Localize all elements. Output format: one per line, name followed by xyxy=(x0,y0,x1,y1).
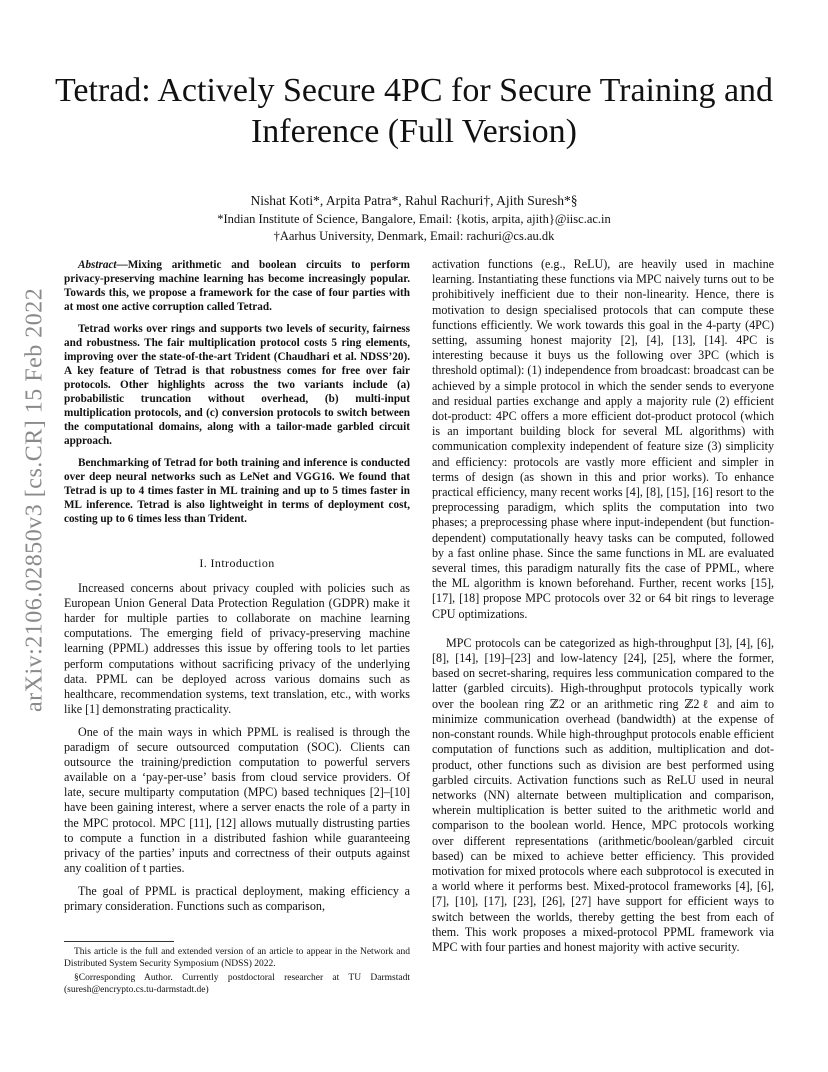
intro-paragraph-1: Increased concerns about privacy coupled with policies such as European Union General Data Protection Regulation (GDPR) make it harder for multiple parties to collaborate on machine learning computations. The emerging field of privacy-preserving machine learning (PPML) addresses this issue by offering tools to let parties perform computations without sacrificing privacy of the underlying data. PPML can be deployed across various domains such as healthcare, recommendation systems, text translation, etc., with works like [1] demonstrating practicality. xyxy=(64,581,410,716)
footnotes xyxy=(64,946,410,998)
footnote-divider xyxy=(64,941,174,942)
abstract-paragraph-3: Benchmarking of Tetrad for both training and inference is conducted over deep neural networks such as LeNet and VGG16. We found that Tetrad is up to 4 times faster in ML training and up to 5 times faster in ML inference. Tetrad is also lightweight in terms of deployment cost, costing up to 6 times less than Trident. xyxy=(64,457,410,525)
abstract xyxy=(64,258,410,526)
footnote-corresponding-author: §Corresponding Author. Currently postdoctoral researcher at TU Darmstadt (suresh@encrypto.cs.tu-darmstadt.de) xyxy=(64,973,410,995)
intro-paragraph-5: MPC protocols can be categorized as high-throughput [3], [4], [6], [8], [14], [19]–[23] and low-latency [24], [25], where the former, based on secret-sharing, requires less communication compared to the latter (garbled circuits). High-throughput protocols typically work over the boolean ring ℤ2 or an arithmetic ring ℤ2ℓ and aim to minimize communication overhead (bandwidth) at the expense of non-constant rounds. While high-throughput protocols enable efficient computation of functions such as addition, multiplication and dot-product, other functions such as division are best performed using garbled circuits. Activation functions such as ReLU used in neural networks (NN) alternate between multiplication and comparison, wherein multiplication is better suited to the arithmetic world and comparison to the boolean world. Hence, MPC protocols working over different representations (arithmetic/boolean/garbled circuit based) can be mixed to achieve better efficiency. This provided motivation for mixed protocols where each subprotocol is executed in a world where it performs best. Mixed-protocol frameworks [4], [6], [7], [10], [17], [23], [26], [27] have support for efficient ways to switch between the worlds, thereby getting the best from each of them. This work proposes a mixed-protocol PPML framework via MPC with four parties and honest majority with active security. xyxy=(432,635,774,954)
intro-paragraph-2: One of the main ways in which PPML is realised is through the paradigm of secure outsourced computation (SOC). Clients can outsource the training/prediction computation to powerful servers available on a ‘pay-per-use’ basis from cloud service providers. Of late, secure multiparty computation (MPC) based techniques [2]–[10] have been gaining interest, where a server enacts the role of a party in the MPC protocol. MPC [11], [12] allows mutually distrusting parties to compute a function in a distributed fashion while guaranteeing privacy of the parties’ inputs and correctness of their outputs against any coalition of t parties. xyxy=(64,724,410,875)
author-list: Nishat Koti*, Arpita Patra*, Rahul Rachuri†, Ajith Suresh*§ xyxy=(250,193,578,208)
left-column xyxy=(64,258,410,922)
intro-paragraph-3: The goal of PPML is practical deployment, making efficiency a primary consideration. Functions such as comparison, xyxy=(64,883,410,913)
affiliation-iisc: *Indian Institute of Science, Bangalore, Email: {kotis, arpita, ajith}@iisc.ac.in xyxy=(217,212,611,226)
right-column xyxy=(432,257,774,963)
abstract-paragraph-1: —Mixing arithmetic and boolean circuits to perform privacy-preserving machine learning has become increasingly popular. Towards this, we propose a framework for the case of four parties with at most one active corruption called Tetrad. xyxy=(64,259,410,313)
intro-paragraph-4: activation functions (e.g., ReLU), are heavily used in machine learning. Instantiating these functions via MPC naively turns out to be prohibitively inefficient due to their non-linearity. Hence, there is motivation to design specialised protocols that can compute these functions efficiently. We work towards this goal in the 4-party (4PC) setting, assuming honest majority [2], [4], [13], [14]. 4PC is interesting because it buys us the following over 3PC (which is threshold optimal): (1) independence from broadcast: broadcast can be achieved by a simple protocol in which the sender sends to everyone and residual parties exchange and apply a majority rule (2) efficient dot-product: 4PC offers a more efficient dot-product protocol (which is an important building block for several ML algorithms) with communication complexity independent of feature size (3) simplicity and efficiency: protocols are vastly more efficient and simpler in terms of design (as shown in this and prior works). To enhance practical efficiency, many recent works [4], [8], [15], [16] resort to the preprocessing paradigm, which splits the computation into two phases; a preprocessing phase where input-independent (but function-dependent) computationally heavy tasks can be computed, followed by a fast online phase. Since the same functions in ML are evaluated several times, this paradigm naturally fits the case of PPML, where the ML algorithm is known beforehand. Further, recent works [15], [17], [18] propose MPC protocols over 32 or 64 bit rings to leverage CPU optimizations. xyxy=(432,257,774,621)
abstract-paragraph-2: Tetrad works over rings and supports two levels of security, fairness and robustness. The fair multiplication protocol costs 5 ring elements, improving over the state-of-the-art Trident (Chaudhari et al. NDSS’20). A key feature of Tetrad is that robustness comes for free over fair protocols. Other highlights across the two variants include (a) probabilistic truncation without overhead, (b) multi-input multiplication protocols, and (c) conversion protocols to switch between the computational domains, along with a tailor-made garbled circuit approach. xyxy=(64,323,410,447)
paper-title: Tetrad: Actively Secure 4PC for Secure Training and Inference (Full Version) xyxy=(54,72,774,150)
abstract-label: Abstract xyxy=(78,259,117,271)
affiliation-aarhus: †Aarhus University, Denmark, Email: rachuri@cs.au.dk xyxy=(273,229,555,243)
arxiv-stamp: arXiv:2106.02850v3 [cs.CR] 15 Feb 2022 xyxy=(21,287,48,713)
footnote-ndss: This article is the full and extended version of an article to appear in the Network and Distributed System Security Symposium (NDSS) 2022. xyxy=(64,947,410,969)
section-heading-introduction: I. Introduction xyxy=(199,556,275,570)
